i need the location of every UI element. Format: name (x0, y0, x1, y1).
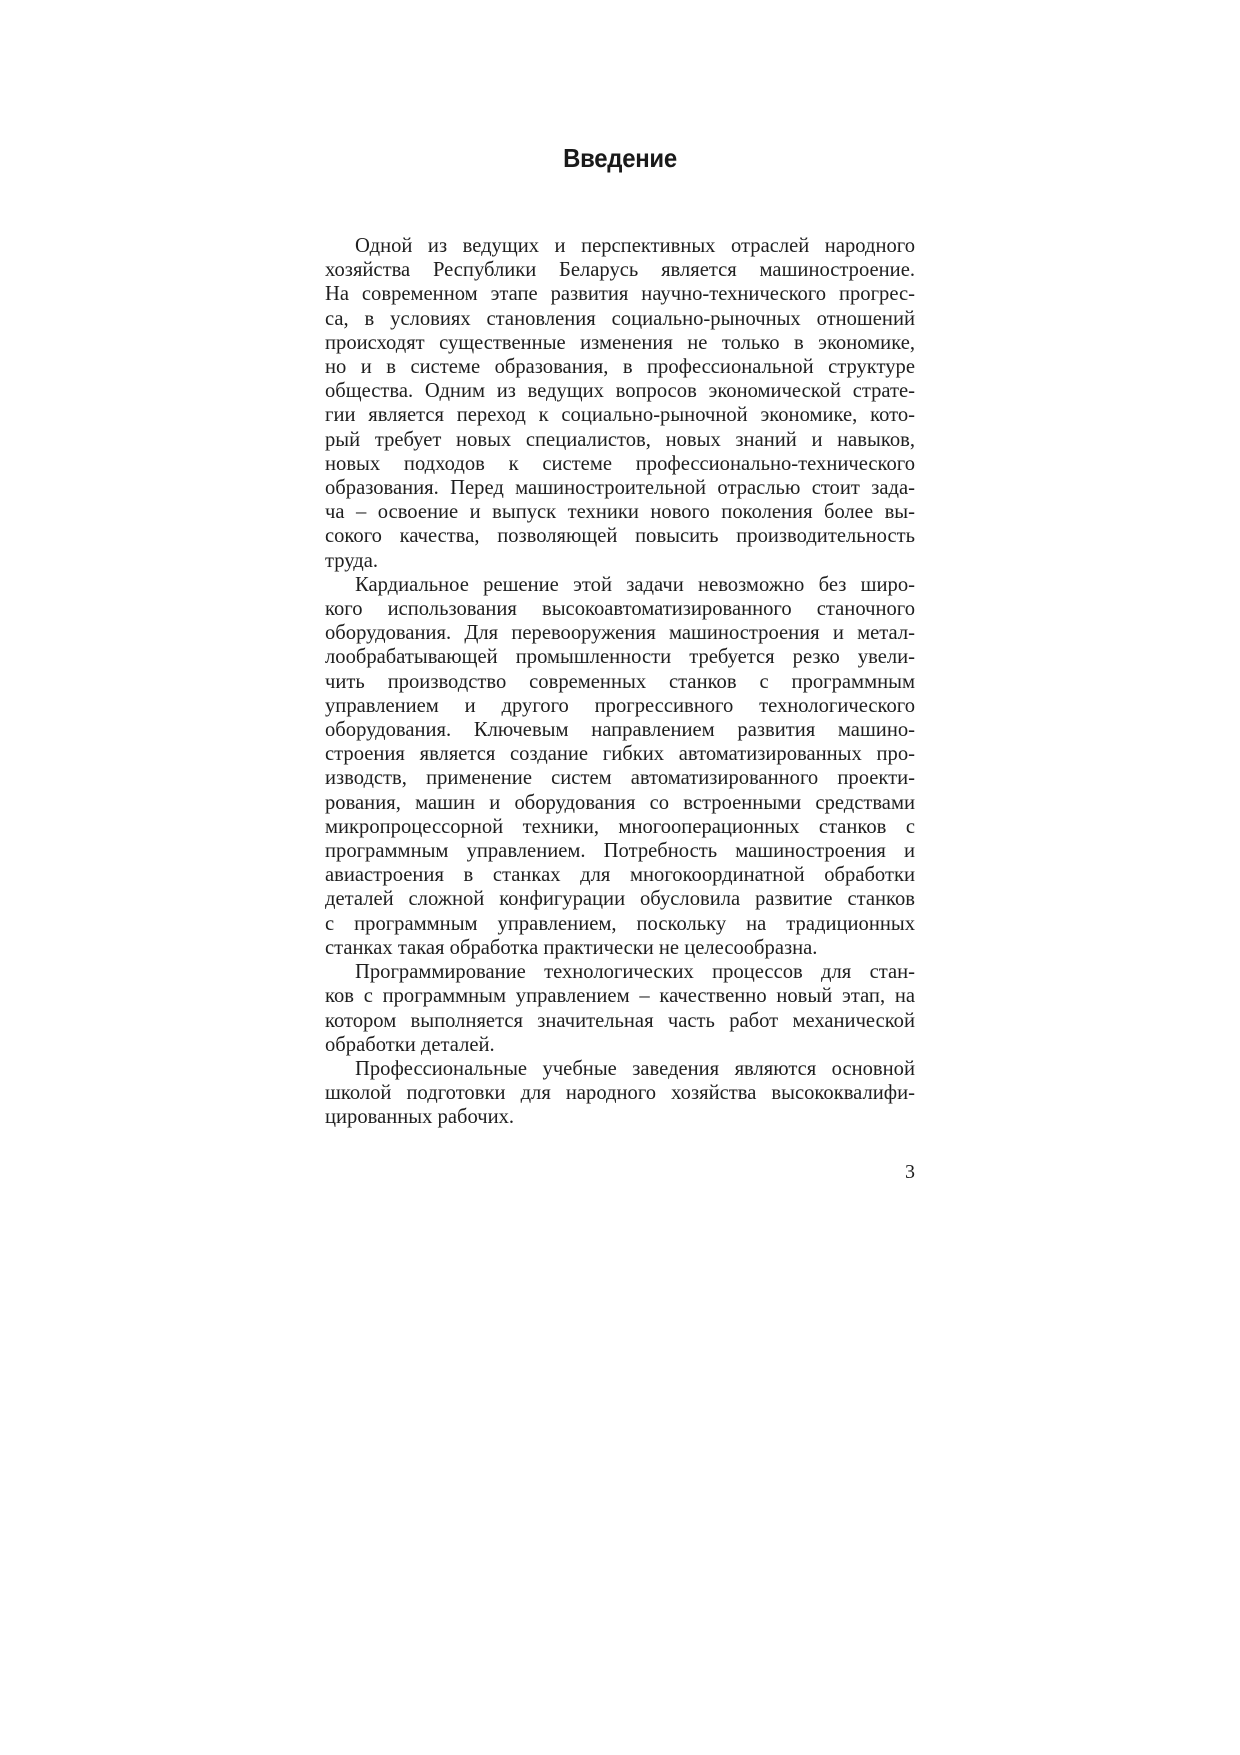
paragraph-3 (325, 960, 915, 1057)
text-line: сокого качества, позволяющей повысить производительность (325, 525, 915, 548)
text-line: с программным управлением, поскольку на традиционных (325, 912, 915, 935)
text-line: ча – освоение и выпуск техники нового поколения более вы- (325, 501, 915, 524)
paragraph-1 (325, 234, 915, 573)
text-line: школой подготовки для народного хозяйства высококвалифи- (325, 1082, 915, 1105)
text-line: котором выполняется значительная часть работ механической (325, 1009, 915, 1032)
text-line: образования. Перед машиностроительной отраслью стоит зада- (325, 477, 915, 500)
text-line: обработки деталей. (325, 1033, 495, 1056)
text-line: Программирование технологических процессов для стан- (355, 961, 915, 984)
text-line: оборудования. Ключевым направлением развития машино- (325, 719, 915, 742)
text-line: изводств, применение систем автоматизированного проекти- (325, 767, 915, 790)
page-title: Введение (563, 143, 677, 173)
text-line: Профессиональные учебные заведения являются основной (355, 1057, 915, 1080)
text-line: цированных рабочих. (325, 1106, 515, 1129)
text-line: микропроцессорной техники, многооперационных станков с (325, 815, 915, 838)
text-line: новых подходов к системе профессионально-технического (325, 452, 915, 475)
text-line: са, в условиях становления социально-рыночных отношений (325, 307, 915, 330)
text-line: ков с программным управлением – качественно новый этап, на (325, 985, 915, 1008)
text-line: строения является создание гибких автоматизированных про- (325, 743, 915, 766)
paragraph-2 (325, 573, 915, 960)
text-line: но и в системе образования, в профессиональной структуре (325, 356, 915, 379)
text-line: деталей сложной конфигурации обусловила развитие станков (325, 888, 915, 911)
page-number: 3 (905, 1161, 915, 1183)
text-line: общества. Одним из ведущих вопросов экономической страте- (325, 380, 915, 403)
text-line: кого использования высокоавтоматизированного станочного (325, 598, 915, 621)
text-line: авиастроения в станках для многокоординатной обработки (325, 864, 915, 887)
text-line: оборудования. Для перевооружения машиностроения и метал- (325, 622, 915, 645)
text-line: происходят существенные изменения не только в экономике, (325, 331, 915, 354)
text-line: труда. (325, 549, 379, 572)
text-line: гии является переход к социально-рыночной экономике, кото- (325, 404, 915, 427)
text-line: рования, машин и оборудования со встроенными средствами (325, 791, 915, 814)
text-line: чить производство современных станков с программным (325, 670, 915, 693)
body-text (325, 234, 915, 1130)
text-line: лообрабатывающей промышленности требуется резко увели- (325, 646, 915, 669)
text-line: Кардиальное решение этой задачи невозможно без широ- (355, 573, 915, 596)
text-line: хозяйства Республики Беларусь является машиностроение. (325, 259, 915, 282)
text-line: программным управлением. Потребность машиностроения и (325, 840, 915, 863)
text-line: На современном этапе развития научно-технического прогрес- (325, 283, 915, 306)
text-line: рый требует новых специалистов, новых знаний и навыков, (325, 428, 915, 451)
paragraph-4 (325, 1057, 915, 1130)
text-line: управлением и другого прогрессивного технологического (325, 694, 915, 717)
text-line: Одной из ведущих и перспективных отраслей народного (355, 235, 915, 257)
text-line: станках такая обработка практически не целесообразна. (325, 936, 818, 959)
